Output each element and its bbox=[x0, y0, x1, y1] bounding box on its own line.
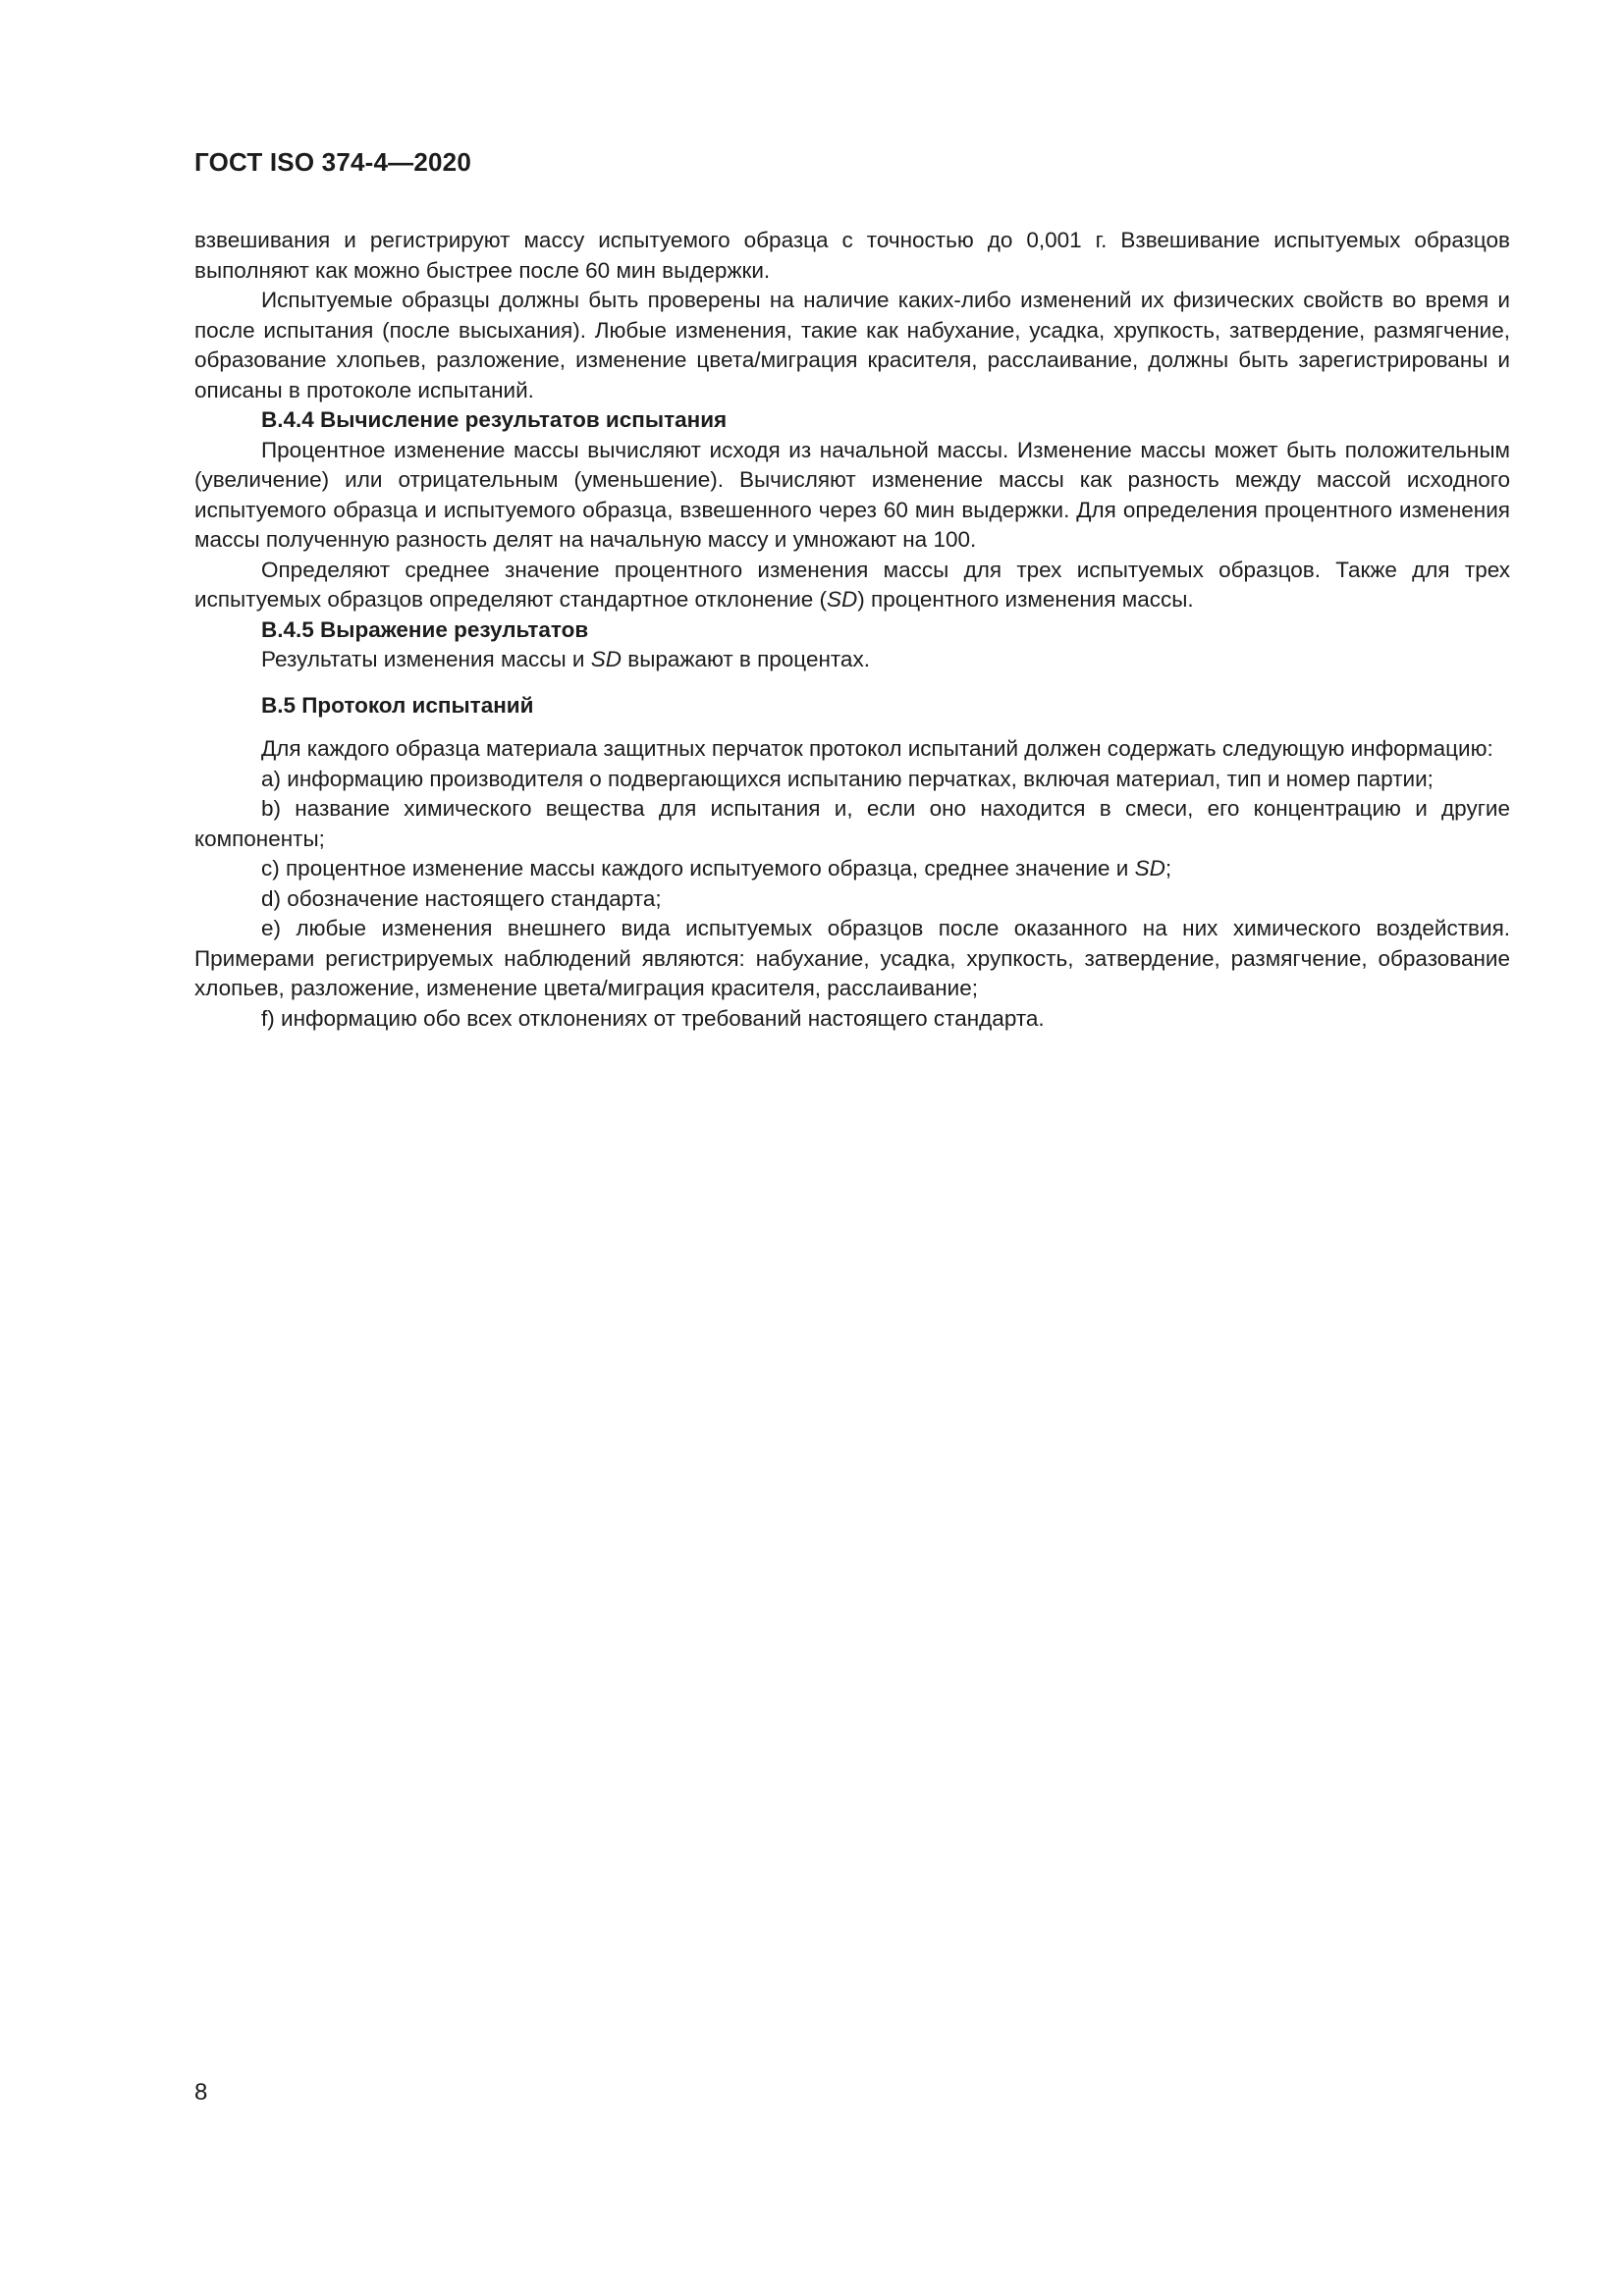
page-number: 8 bbox=[194, 2079, 208, 2106]
paragraph-inspection: Испытуемые образцы должны быть проверены на наличие каких-либо изменений их физических свойств во время и после испытания (после высыхания). Любые изменения, такие как набухание, усадка, хрупкость, затвердение, размягчение, образование хлопьев, разложение, изменение цвета/миграция красителя, расслаивание, должны быть зарегистрированы и описаны в протоколе испытаний. bbox=[194, 288, 1510, 402]
heading-b44: В.4.4 Вычисление результатов испытания bbox=[261, 407, 728, 432]
sd-abbreviation: SD bbox=[1134, 856, 1165, 881]
list-item-d: d) обозначение настоящего стандарта; bbox=[261, 885, 662, 911]
sd-abbreviation: SD bbox=[827, 587, 858, 612]
text-span: выражают в процентах. bbox=[621, 647, 870, 671]
list-item-a: а) информацию производителя о подвергающихся испытанию перчатках, включая материал, тип и номер партии; bbox=[261, 766, 1434, 791]
document-body bbox=[194, 226, 1510, 1034]
text-span: Определяют среднее значение процентного изменения массы для трех испытуемых образцов. Также для трех испытуемых образцов определяют стандартное отклонение ( bbox=[194, 557, 1510, 612]
sd-abbreviation: SD bbox=[590, 647, 622, 671]
text-span: с) процентное изменение массы каждого испытуемого образца, среднее значение и bbox=[261, 856, 1135, 881]
paragraph-results-expression bbox=[194, 645, 1510, 675]
heading-b45: В.4.5 Выражение результатов bbox=[261, 616, 589, 642]
heading-b5: В.5 Протокол испытаний bbox=[261, 692, 534, 718]
paragraph-mean-and-sd bbox=[194, 556, 1510, 615]
text-span: Результаты изменения массы и bbox=[261, 647, 591, 671]
text-span: ; bbox=[1164, 856, 1172, 881]
paragraph-weighing-continuation: взвешивания и регистрируют массу испытуемого образца с точностью до 0,001 г. Взвешивание испытуемых образцов выполняют как можно быстрее после 60 мин выдержки. bbox=[194, 228, 1510, 283]
list-item-f: f) информацию обо всех отклонениях от требований настоящего стандарта. bbox=[261, 1005, 1045, 1031]
paragraph-mass-change-calculation: Процентное изменение массы вычисляют исходя из начальной массы. Изменение массы может быть положительным (увеличение) или отрицательным (уменьшение). Вычисляют изменение массы как разность между массой исходного испытуемого образца и испытуемого образца, взвешенного через 60 мин выдержки. Для определения процентного изменения массы полученную разность делят на начальную массу и умножают на 100. bbox=[194, 437, 1510, 552]
document-header-code: ГОСТ ISO 374-4—2020 bbox=[194, 147, 472, 177]
paragraph-report-intro: Для каждого образца материала защитных перчаток протокол испытаний должен содержать следующую информацию: bbox=[261, 736, 1493, 761]
list-item-b: b) название химического вещества для испытания и, если оно находится в смеси, его концентрацию и другие компоненты; bbox=[194, 796, 1510, 851]
text-span: ) процентного изменения массы. bbox=[857, 587, 1194, 612]
list-item-e: е) любые изменения внешнего вида испытуемых образцов после оказанного на них химического воздействия. Примерами регистрируемых наблюдений являются: набухание, усадка, хрупкость, затвердение, размягчение, образование хлопьев, разложение, изменение цвета/миграция красителя, расслаивание; bbox=[194, 916, 1510, 1000]
list-item-c bbox=[194, 854, 1510, 884]
